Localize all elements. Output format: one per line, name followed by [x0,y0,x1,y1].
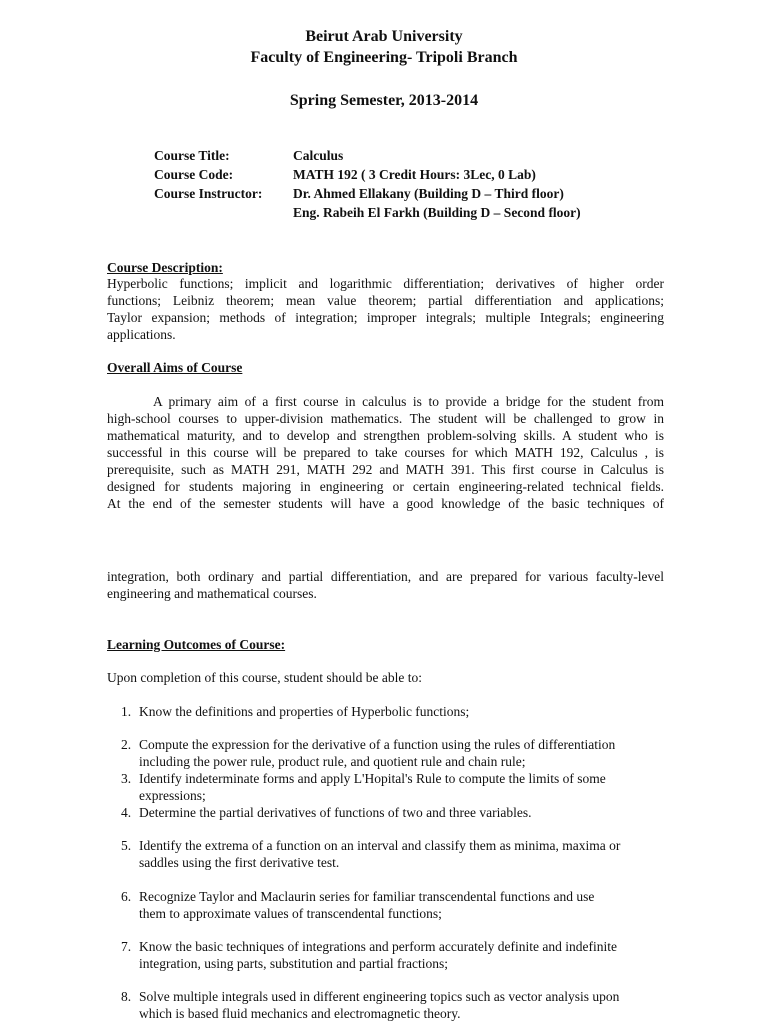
aims-line: designed for students majoring in engineering or certain engineering-related technical fields. [107,479,664,494]
outcome-line: saddles using the first derivative test. [139,855,340,870]
description-line: Taylor expansion; methods of integration; improper integrals; multiple Integrals; engineering [107,310,664,325]
aims-line: At the end of the semester students will have a good knowledge of the basic techniques of [107,496,664,511]
course-code-value: MATH 192 ( 3 Credit Hours: 3Lec, 0 Lab) [293,167,536,182]
outcome-number: 7. [121,939,132,954]
description-line: applications. [107,327,176,342]
outcome-line: Know the definitions and properties of Hyperbolic functions; [139,704,470,719]
aims-line: mathematical maturity, and to develop and strengthen problem-solving skills. A student who is [107,428,664,443]
outcome-number: 2. [121,737,132,752]
faculty-name: Faculty of Engineering- Tripoli Branch [250,49,518,66]
outcome-number: 3. [121,771,132,786]
outcome-number: 4. [121,805,132,820]
university-name: Beirut Arab University [305,28,463,45]
aims-continuation-line: engineering and mathematical courses. [107,586,317,601]
outcome-line: including the power rule, product rule, and quotient rule and chain rule; [139,754,526,769]
aims-continuation [107,568,664,602]
outcome-line: Recognize Taylor and Maclaurin series for familiar transcendental functions and use [139,889,595,904]
outcome-number: 1. [121,704,132,719]
aims-line: prerequisite, such as MATH 291, MATH 292 and MATH 391. This first course in Calculus is [107,462,664,477]
outcome-line: Determine the partial derivatives of functions of two and three variables. [139,805,532,820]
outcome-number: 6. [121,889,132,904]
aims-line: high-school courses to upper-division mathematics. The student will be challenged to grow in [107,411,664,426]
outcome-line: Identify the extrema of a function on an interval and classify them as minima, maxima or [139,838,621,853]
outcome-line: them to approximate values of transcendental functions; [139,906,442,921]
course-description-text [107,275,664,343]
aims-line: A primary aim of a first course in calculus is to provide a bridge for the student from [153,394,664,409]
outcome-line: which is based fluid mechanics and electromagnetic theory. [139,1006,461,1021]
outcome-line: integration, using parts, substitution and partial fractions; [139,956,448,971]
description-line: Hyperbolic functions; implicit and logarithmic differentiation; derivatives of higher order [107,276,664,291]
outcome-line: expressions; [139,788,206,803]
aims-line: successful in this course will be prepared to take courses for which MATH 192, Calculus , is [107,445,664,460]
aims-text [107,393,664,512]
outcomes-heading: Learning Outcomes of Course: [107,637,286,652]
course-instructor-label: Course Instructor: [154,186,263,201]
aims-heading: Overall Aims of Course [107,360,243,375]
course-title-label: Course Title: [154,148,230,163]
outcome-line: Know the basic techniques of integrations and perform accurately definite and indefinite [139,939,617,954]
description-line: functions; Leibniz theorem; mean value theorem; partial differentiation and applications; [107,293,664,308]
course-instructor-2: Eng. Rabeih El Farkh (Building D – Second floor) [293,205,581,220]
aims-continuation-line: integration, both ordinary and partial differentiation, and are prepared for various faculty-level [107,569,664,584]
course-description-heading: Course Description: [107,260,223,275]
outcome-line: Compute the expression for the derivative of a function using the rules of differentiation [139,737,616,752]
course-instructor-1: Dr. Ahmed Ellakany (Building D – Third floor) [293,186,564,201]
outcome-number: 5. [121,838,132,853]
outcome-line: Identify indeterminate forms and apply L'Hopital's Rule to compute the limits of some [139,771,606,786]
course-code-label: Course Code: [154,167,234,182]
outcomes-intro: Upon completion of this course, student should be able to: [107,670,422,685]
semester: Spring Semester, 2013-2014 [289,92,479,109]
outcome-number: 8. [121,989,132,1004]
outcome-line: Solve multiple integrals used in different engineering topics such as vector analysis upon [139,989,620,1004]
course-title-value: Calculus [293,148,344,163]
